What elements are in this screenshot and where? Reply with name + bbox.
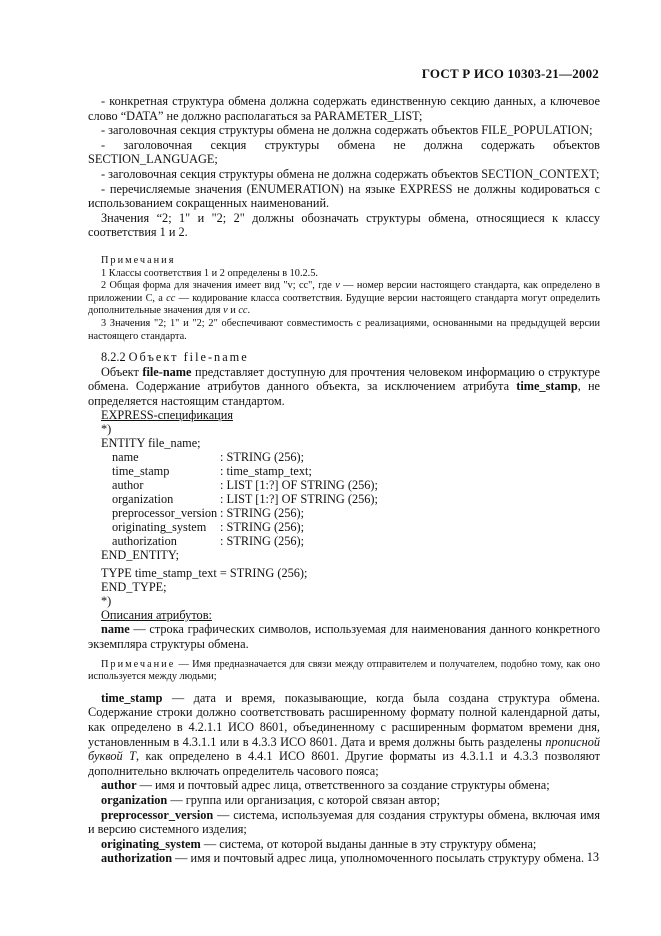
express-heading: EXPRESS-спецификация [101,408,233,423]
note-item: 3 Значения "2; 1" и "2; 2" обеспечивают совместимость с реализациями, основанными на предыдущей версии настоящего стандарта. [88,317,600,342]
entity-attribute: name : STRING (256); [112,450,305,465]
entity-attribute: authorization : STRING (256); [112,534,305,549]
type-declaration: TYPE time_stamp_text = STRING (256); [101,566,308,581]
attribute-descriptions-heading: Описания атрибутов: [101,608,212,623]
document-header: ГОСТ Р ИСО 10303-21—2002 [421,66,599,81]
entity-attribute: author : LIST [1:?] OF STRING (256); [112,478,378,493]
attribute-description: time_stamp — дата и время, показывающие, когда была создана структура обмена. Содержание строки должно соответствовать расширенному формату полной календарной даты, как определено в 4.2.1.1 ИСО 8601, объединенному с расширенным форматом времени дня, установленным в 4.3.1.1 или в 4.3.3 ИСО 8601. Дата и время должны быть разделены прописной буквой Т, как определено в 4.4.1 ИСО 8601. Другие форматы из 4.3.1.1 и 4.3.3 позволяют дополнительно включать определитель часового пояса; [88,690,600,778]
section-paragraph: Объект file-name представляет доступную для прочтения человеком информацию о структуре обмена. Содержание атрибутов данного объекта, за исключением атрибута time_stamp, не определяется настоящим стандартом. [88,364,600,408]
page-content [88,94,600,866]
values-paragraph: Значения “2; 1" и "2; 2" должны обозначать структуры обмена, относящиеся к классу соответствия 1 и 2. [88,210,600,240]
end-entity: END_ENTITY; [101,548,180,563]
note-item: 1 Классы соответствия 1 и 2 определены в 10.2.5. [101,267,318,279]
express-close: *) [101,594,112,609]
section-heading: 8.2.2 Объект file-name [101,350,249,365]
attribute-description: authorization — имя и почтовый адрес лица, уполномоченного посылать структуру обмена. [101,851,585,866]
notes-title: Примечания [101,254,176,266]
entity-attribute: originating_system : STRING (256); [112,520,305,535]
attribute-description: author — имя и почтовый адрес лица, ответственного за создание структуры обмена; [101,778,550,793]
express-open: *) [101,422,112,437]
attribute-description: originating_system — система, от которой выданы данные в эту структуру обмена; [101,836,537,851]
note-item: 2 Общая форма для значения имеет вид "v; cc", где v — номер версии настоящего стандарта, как определено в приложении С, а cc — кодирование класса соответствия. Будущие версии настоящего стандарта могут определить дополнительные значения для v и cc. [88,280,601,317]
entity-declaration: ENTITY file_name; [101,436,201,451]
attribute-description: organization — группа или организация, с которой связан автор; [101,793,440,807]
rule-item: - перечисляемые значения (ENUMERATION) на языке EXPRESS не должны кодироваться с использованием сокращенных наименований. [88,181,600,211]
end-type: END_TYPE; [101,580,167,595]
rule-item: - заголовочная секция структуры обмена не должна содержать объектов FILE_POPULATION; [101,123,593,138]
attribute-description: preprocessor_version — система, используемая для создания структуры обмена, включая имя и версию системного изделия; [88,807,600,837]
entity-attribute: time_stamp : time_stamp_text; [112,464,312,479]
entity-attribute: preprocessor_version : STRING (256); [112,506,305,521]
express-specification [90,408,600,622]
rule-item: - конкретная структура обмена должна содержать единственную секцию данных, а ключевое слово “DATA” не должно располагаться за PARAMETER_LIST; [88,94,600,123]
page-number: 13 [586,850,599,864]
entity-attribute: organization : LIST [1:?] OF STRING (256); [112,492,378,507]
attribute-description: name — строка графических символов, используемая для наименования данного конкретного экземпляра структуры обмена. [88,622,600,652]
name-note: Примечание — Имя предназначается для связи между отправителем и получателем, подобно тому, как оно используется между людьми; [88,658,600,683]
rule-item: - заголовочная секция структуры обмена не должна содержать объектов SECTION_CONTEXT; [101,166,600,181]
rule-item: - заголовочная секция структуры обмена не должна содержать объектов SECTION_LANGUAGE; [88,137,600,167]
